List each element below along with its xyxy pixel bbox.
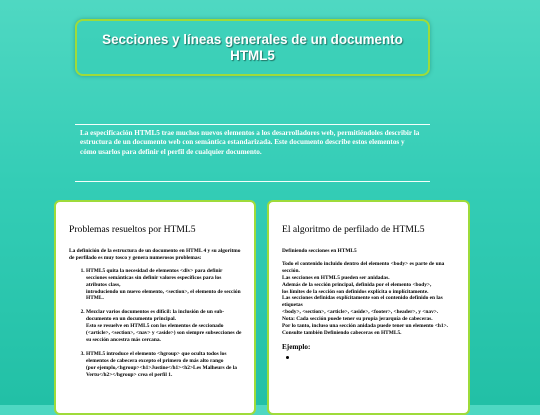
problem-item-1 xyxy=(86,268,242,303)
bullet-icon xyxy=(286,356,289,359)
algorithm-line: Además de la sección principal, definida por el elemento <body>, xyxy=(282,281,432,288)
example-bullet xyxy=(286,356,456,359)
algorithm-card-heading: El algoritmo de perfilado de HTML5 xyxy=(282,224,425,235)
intro-bottom-divider xyxy=(75,181,430,182)
problem-1-line-2: introduciendo un nuevo elemento, <section>, el elemento de sección HTML. xyxy=(86,288,241,302)
intro-top-divider xyxy=(75,124,430,125)
example-heading: Ejemplo: xyxy=(282,342,311,351)
problem-3-line-2: (por ejemplo,<hgroup><h1>Justine</h1><h2>Les Malheurs de la Vertu</h2></hgroup> crea el perfil 1. xyxy=(86,364,237,378)
problems-list xyxy=(69,268,242,379)
algorithm-line: <body>, <section>, <article>, <aside>, <footer>, <header>, y <nav>. xyxy=(282,309,439,316)
algorithm-body xyxy=(282,261,456,337)
problems-intro: La definición de la estructura de un documento en HTML 4 y su algoritmo de perfilado es muy tosco y genera numerosos problemas: xyxy=(69,248,241,261)
problem-2-line-1: 2. Mezclar varios documentos es difícil: la inclusión de un sub-documento en un documento principal. xyxy=(86,309,225,323)
algorithm-line: Consulte también Definiendo cabeceras en HTML5. xyxy=(282,329,402,336)
algorithm-line: los límites de la sección son definidos explícita o implícitamente. xyxy=(282,288,429,295)
problems-card xyxy=(54,200,256,415)
problems-card-heading: Problemas resueltos por HTML5 xyxy=(69,224,196,235)
algorithm-line: Por lo tanto, incluso una sección anidada puede tener un elemento <h1>. xyxy=(282,323,449,330)
algorithm-line: Las secciones definidas explícitamente son el contenido definido en las etiquetas xyxy=(282,295,443,309)
algorithm-line: Todo el contenido incluido dentro del elemento <body> es parte de una sección. xyxy=(282,260,445,274)
algorithm-subheading: Definiendo secciones en HTML5 xyxy=(282,248,357,254)
page-title: Secciones y líneas generales de un documento HTML5 xyxy=(102,31,403,63)
algorithm-line: Las secciones en HTML5 pueden ser anidadas. xyxy=(282,274,390,281)
problem-item-3 xyxy=(86,351,242,379)
page-title-box xyxy=(75,19,430,76)
intro-paragraph: La especificación HTML5 trae muchos nuevos elementos a los desarrolladores web, permitiéndoles describir la estructura de un documento web con semántica estandarizada. Este documento describe estos elementos y cómo usarlos para definir el perfil de cualquier documento. xyxy=(80,129,420,156)
problem-1-line-1: 1. HTML5 quita la necesidad de elementos <div> para definir secciones semánticas sin definir valores específicos para los atributos class, xyxy=(86,267,223,288)
problem-item-2 xyxy=(86,309,242,344)
problem-2-line-2: Esto se resuelve en HTML5 con los elementos de seccionado (<article>, <section>, <nav> y <aside>) son siempre subsecciones de su sección ancestra más cercana. xyxy=(86,323,242,343)
algorithm-card xyxy=(267,200,470,415)
algorithm-line: Nota: Cada sección puede tener su propia jerarquía de cabeceras. xyxy=(282,316,433,323)
problem-3-line-1: 3. HTML5 introduce el elemento <hgroup> que oculta todos los elementos de cabecera excepto el primero de más alto rango xyxy=(86,350,227,364)
